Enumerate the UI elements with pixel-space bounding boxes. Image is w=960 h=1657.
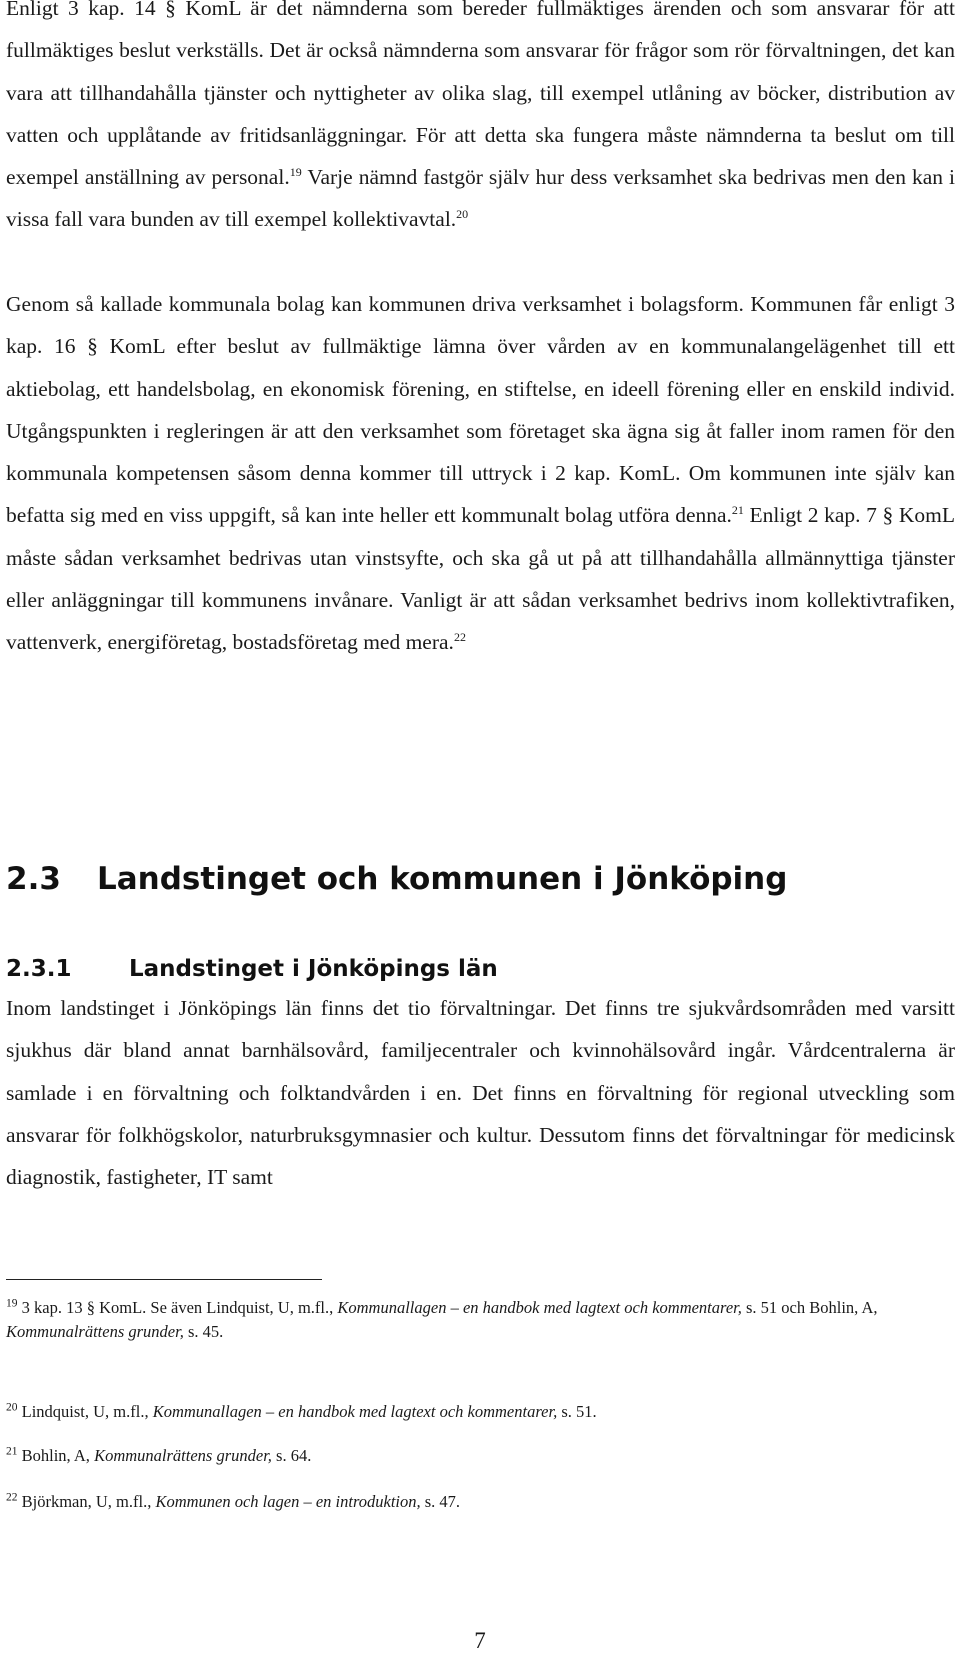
footnote-reference[interactable]: 21 (731, 503, 744, 518)
section-heading (6, 861, 787, 897)
footnote-text: s. 51. (557, 1402, 597, 1421)
footnote (6, 1296, 955, 1344)
footnote-source-title: Kommunalrättens grunder, (94, 1446, 272, 1465)
paragraph-text: Varje nämnd fastgör själv hur dess verksamhet ska bedrivas men den kan i vissa fall vara bunden av till exempel kollektivavtal. (6, 165, 955, 232)
footnote-text: s. 47. (420, 1492, 461, 1511)
footnote-reference[interactable]: 19 (289, 165, 302, 180)
subsection-title: Landstinget i Jönköpings län (129, 956, 498, 982)
footnote-text: Lindquist, U, m.fl., (21, 1402, 153, 1421)
footnote (6, 1444, 955, 1468)
body-paragraph (6, 283, 955, 664)
subsection-heading (6, 956, 498, 982)
page-number: 7 (474, 1628, 486, 1653)
footnote-number: 22 (6, 1491, 18, 1504)
paragraph-text: Genom så kallade kommunala bolag kan kommunen driva verksamhet i bolagsform. Kommunen får enligt 3 kap. 16 § KomL efter beslut av fullmäktige lämna över vården av en kommunalangelägenhet till ett aktiebolag, ett handelsbolag, en ekonomisk förening, en stiftelse, en ideell förening eller en enskild individ. Utgångspunkten i regleringen är att den verksamhet som företaget ska ägna sig åt faller inom ramen för den kommunala kompetensen såsom denna kommer till uttryck i 2 kap. KomL. Om kommunen inte själv kan befatta sig med en viss uppgift, så kan inte heller ett kommunalt bolag utföra denna. (6, 292, 955, 528)
footnote-reference[interactable]: 22 (453, 630, 466, 645)
footnote-text: s. 51 och Bohlin, A, (741, 1298, 878, 1317)
footnote-source-title: Kommunalrättens grunder, (6, 1322, 184, 1341)
subsection-number: 2.3.1 (6, 956, 72, 982)
paragraph-text: Enligt 2 kap. 7 § KomL måste sådan verksamhet bedrivas utan vinstsyfte, och ska gå ut på att tillhandahålla allmännyttiga tjänster eller anläggningar till kommunens invånare. Vanligt är att sådan verksamhet bedrivs inom kollektivtrafiken, vattenverk, energiföretag, bostadsföretag med mera. (6, 503, 955, 655)
footnote-number: 21 (6, 1445, 18, 1458)
footnote (6, 1400, 955, 1424)
footnote-text: Björkman, U, m.fl., (21, 1492, 156, 1511)
section-number: 2.3 (6, 861, 61, 897)
footnote-reference[interactable]: 20 (456, 207, 469, 222)
footnote-text: s. 64. (271, 1446, 312, 1465)
footnote (6, 1490, 955, 1514)
footnote-text: s. 45. (183, 1322, 224, 1341)
paragraph-text: Inom landstinget i Jönköpings län finns det tio förvaltningar. Det finns tre sjukvårdsområden med varsitt sjukhus där bland annat barnhälsovård, familjecentraler och kvinnohälsovård ingår. Vårdcentralerna är samlade i en förvaltning och folktandvården i en. Det finns en förvaltning för regional utveckling som ansvarar för folkhögskolor, naturbruksgymnasier och kultur. Dessutom finns det förvaltningar för medicinsk diagnostik, fastigheter, IT samt (6, 996, 955, 1190)
footnote-source-title: Kommunallagen – en handbok med lagtext och kommentarer, (337, 1298, 742, 1317)
footnote-source-title: Kommunallagen – en handbok med lagtext och kommentarer, (152, 1402, 558, 1421)
paragraph-text: Enligt 3 kap. 14 § KomL är det nämnderna som bereder fullmäktiges ärenden och som ansvarar för att fullmäktiges beslut verkställs. Det är också nämnderna som ansvarar för frågor som rör förvaltningen, det kan vara att tillhandahålla tjänster och nyttigheter av olika slag, till exempel utlåning av böcker, distribution av vatten och upplåtande av fritidsanläggningar. För att detta ska fungera måste nämnderna ta beslut om till exempel anställning av personal. (6, 0, 955, 190)
footnote-number: 20 (6, 1401, 18, 1414)
footnote-number: 19 (6, 1297, 18, 1310)
body-paragraph (6, 987, 955, 1198)
footnote-text: Bohlin, A, (21, 1446, 95, 1465)
footnote-text: 3 kap. 13 § KomL. Se även Lindquist, U, m.fl., (21, 1298, 338, 1317)
section-title: Landstinget och kommunen i Jönköping (97, 861, 788, 897)
footnote-source-title: Kommunen och lagen – en introduktion, (155, 1492, 421, 1511)
body-paragraph (6, 0, 955, 241)
footnote-divider (6, 1279, 322, 1280)
